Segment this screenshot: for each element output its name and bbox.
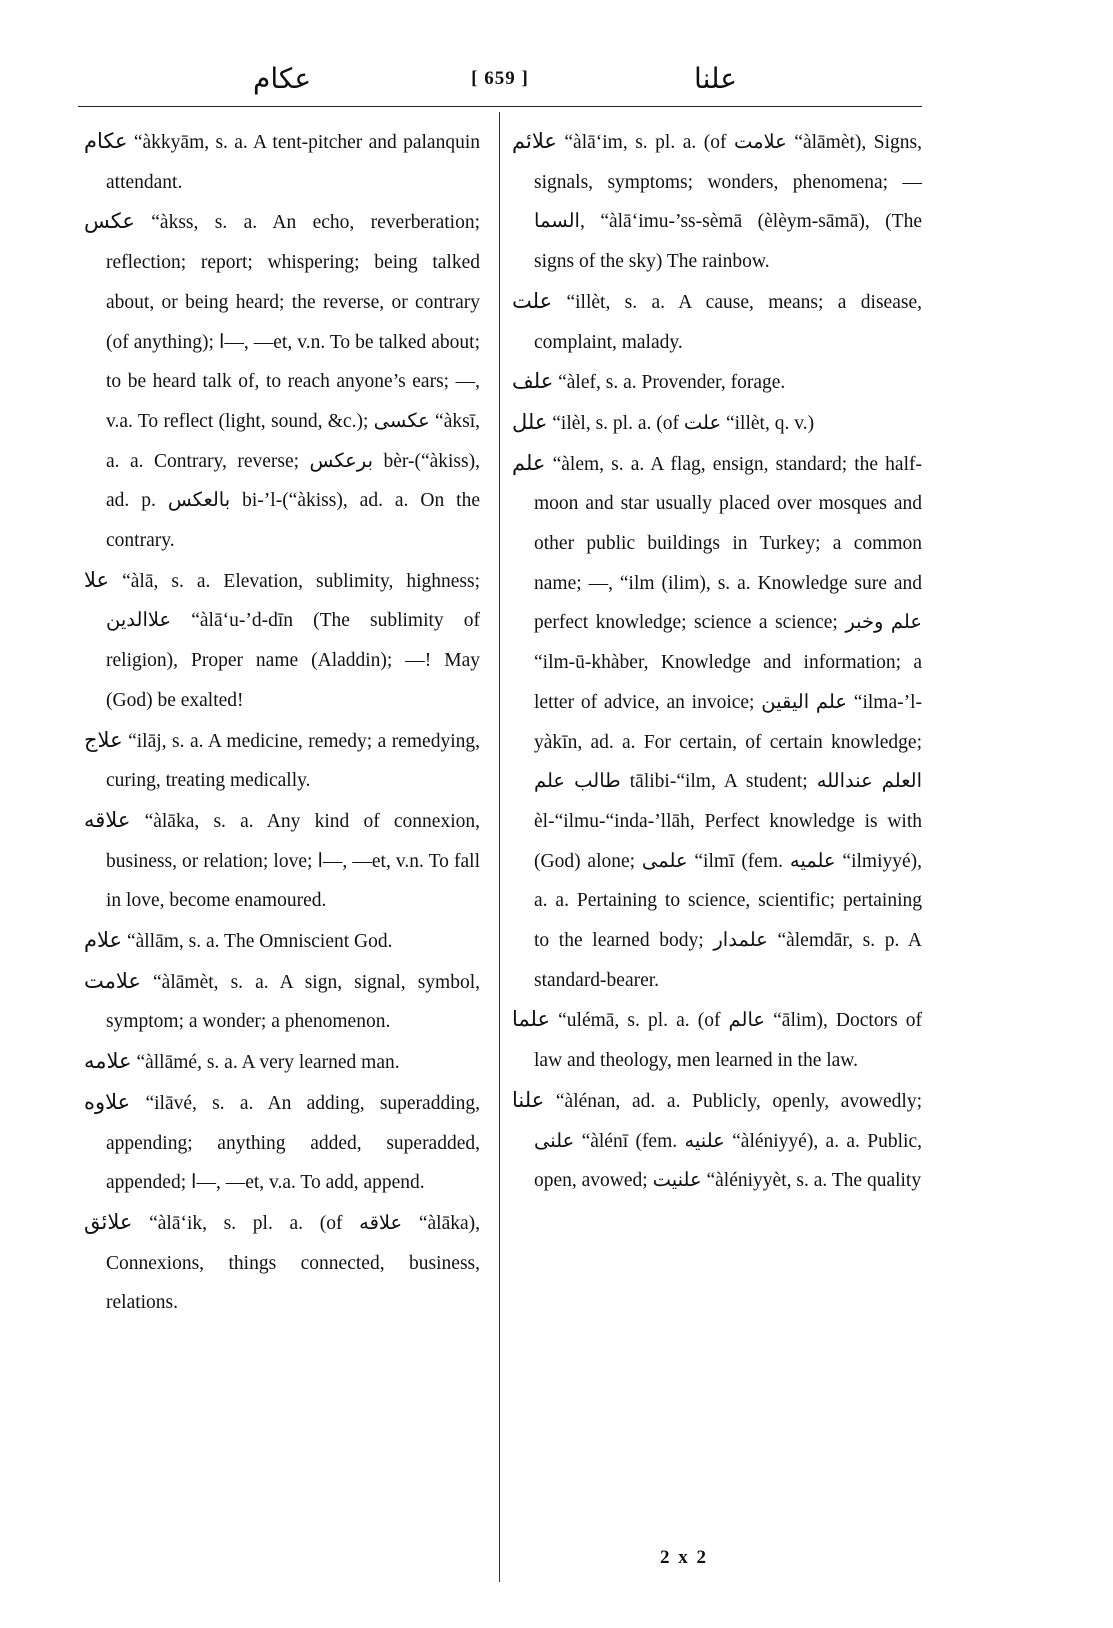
entry-definition: “àllāmé, s. a. A very learned man. <box>136 1052 400 1074</box>
entry-definition: “àlénan, ad. a. Publicly, openly, avowedly; علنى “àlénī (fem. علنيه “àléniyyé), a. a. Public, open, avowed; علنيت “àléniyyèt, s. a. The quality <box>534 1090 922 1192</box>
page-number: [ 659 ] <box>471 68 529 89</box>
entry-headword: علت <box>512 288 553 313</box>
dictionary-entry <box>512 1081 922 1201</box>
dictionary-entry <box>84 1203 480 1323</box>
entry-definition: “ilāj, s. a. A medicine, remedy; a remedying, curing, treating medically. <box>106 730 481 792</box>
entry-definition: “ilāvé, s. a. An adding, superadding, appending; anything added, superadded, appended; ا—, —et, v.a. To add, append. <box>106 1092 481 1194</box>
entry-definition: “àlāmèt, s. a. A sign, signal, symbol, symptom; a wonder; a phenomenon. <box>106 971 481 1033</box>
dictionary-entry <box>84 801 480 921</box>
entry-headword: علاوه <box>84 1089 131 1114</box>
dictionary-entry <box>84 721 480 801</box>
entry-headword: علام <box>84 928 123 953</box>
dictionary-entry <box>84 921 480 962</box>
entry-headword: علنا <box>512 1087 545 1112</box>
dictionary-entry <box>84 202 480 560</box>
entry-headword: علامت <box>84 968 141 993</box>
dictionary-entry <box>84 1042 480 1083</box>
column-divider <box>499 112 500 1582</box>
entry-headword: علما <box>512 1007 551 1032</box>
entry-definition: “àlef, s. a. Provender, forage. <box>558 372 786 394</box>
left-column <box>84 122 480 1323</box>
entry-headword: علف <box>512 369 554 394</box>
dictionary-entry <box>84 962 480 1042</box>
dictionary-entry <box>84 561 480 721</box>
header-right-catchword: علنا <box>694 62 737 95</box>
entry-definition: “àllām, s. a. The Omniscient God. <box>126 931 393 953</box>
header-left-catchword: عكام <box>253 62 312 95</box>
dictionary-entry <box>512 122 922 282</box>
entry-headword: علا <box>84 567 110 592</box>
entry-headword: علاج <box>84 727 123 752</box>
entry-definition: “illèt, s. a. A cause, means; a disease, complaint, malady. <box>534 291 922 353</box>
entry-definition: “àlāka, s. a. Any kind of connexion, business, or relation; love; ا—, —et, v.n. To fall in love, become enamoured. <box>106 810 481 912</box>
entry-headword: علاقه <box>84 807 131 832</box>
entry-definition: “àlā‘im, s. pl. a. (of علامت “àlāmèt), Signs, signals, symptoms; wonders, phenomena; —السما, “àlā‘imu-’ss-sèmā (èlèym-sāmā), (The signs of the sky) The rainbow. <box>534 132 923 273</box>
dictionary-entry <box>512 403 922 444</box>
entry-headword: علائق <box>84 1209 133 1234</box>
entry-headword: عكام <box>84 129 128 153</box>
signature-mark: 2 x 2 <box>660 1547 708 1568</box>
dictionary-entry <box>84 1083 480 1203</box>
dictionary-entry <box>512 444 922 1001</box>
entry-definition: “àlā, s. a. Elevation, sublimity, highness; علاالدين “àlā‘u-’d-dīn (The sublimity of religion), Proper name (Aladdin); —! May (God) be exalted! <box>106 570 481 711</box>
entry-definition: “ulémā, s. pl. a. (of عالم “ālim), Doctors of law and theology, men learned in the law. <box>534 1010 922 1072</box>
dictionary-entry <box>512 362 922 403</box>
entry-headword: علامه <box>84 1049 132 1074</box>
entry-definition: “ilèl, s. pl. a. (of علت “illèt, q. v.) <box>552 412 815 434</box>
entry-headword: علل <box>512 409 548 434</box>
entry-definition: “àlem, s. a. A flag, ensign, standard; the half-moon and star usually placed over mosques and other public buildings in Turkey; a common name; —, “ilm (ilim), s. a. Knowledge sure and perfect knowledge; science a science; علم وخبر “ilm-ū-khàber, Knowledge and information; a letter of advice, an invoice; علم اليقين “ilma-’l-yàkīn, ad. a. For certain, of certain knowledge; طالب علم tālibi-“ilm, A student; العلم عندالله èl-“ilmu-“inda-’llāh, Perfect knowledge is with (God) alone; علمى “ilmī (fem. علميه “ilmiyyé), a. a. Pertaining to science, scientific; pertaining to the learned body; علمدار “àlemdār, s. p. A standard-bearer. <box>534 453 923 991</box>
entry-headword: علم <box>512 450 546 475</box>
entry-definition: “àkss, s. a. An echo, reverberation; reflection; report; whispering; being talked about, or being heard; the reverse, or contrary (of anything); ا—, —et, v.n. To be talked about; to be heard talk of, to reach anyone’s ears; —, v.a. To reflect (light, sound, &c.); عكسى “àksī, a. a. Contrary, reverse; برعكس bèr-(“àkiss), ad. p. بالعكس bi-’l-(“àkiss), ad. a. On the contrary. <box>106 212 481 552</box>
header-rule <box>78 106 922 107</box>
dictionary-entry <box>512 282 922 362</box>
dictionary-entry <box>84 122 480 202</box>
entry-definition: “àkkyām, s. a. A tent-pitcher and palanquin attendant. <box>106 132 481 193</box>
entry-headword: عكس <box>84 209 135 234</box>
entry-headword: علائم <box>512 129 557 153</box>
right-column <box>512 122 922 1201</box>
dictionary-entry <box>512 1000 922 1080</box>
entry-definition: “àlā‘ik, s. pl. a. (of علاقه “àlāka), Connexions, things connected, business, relations. <box>106 1212 480 1314</box>
page-header <box>78 56 922 104</box>
